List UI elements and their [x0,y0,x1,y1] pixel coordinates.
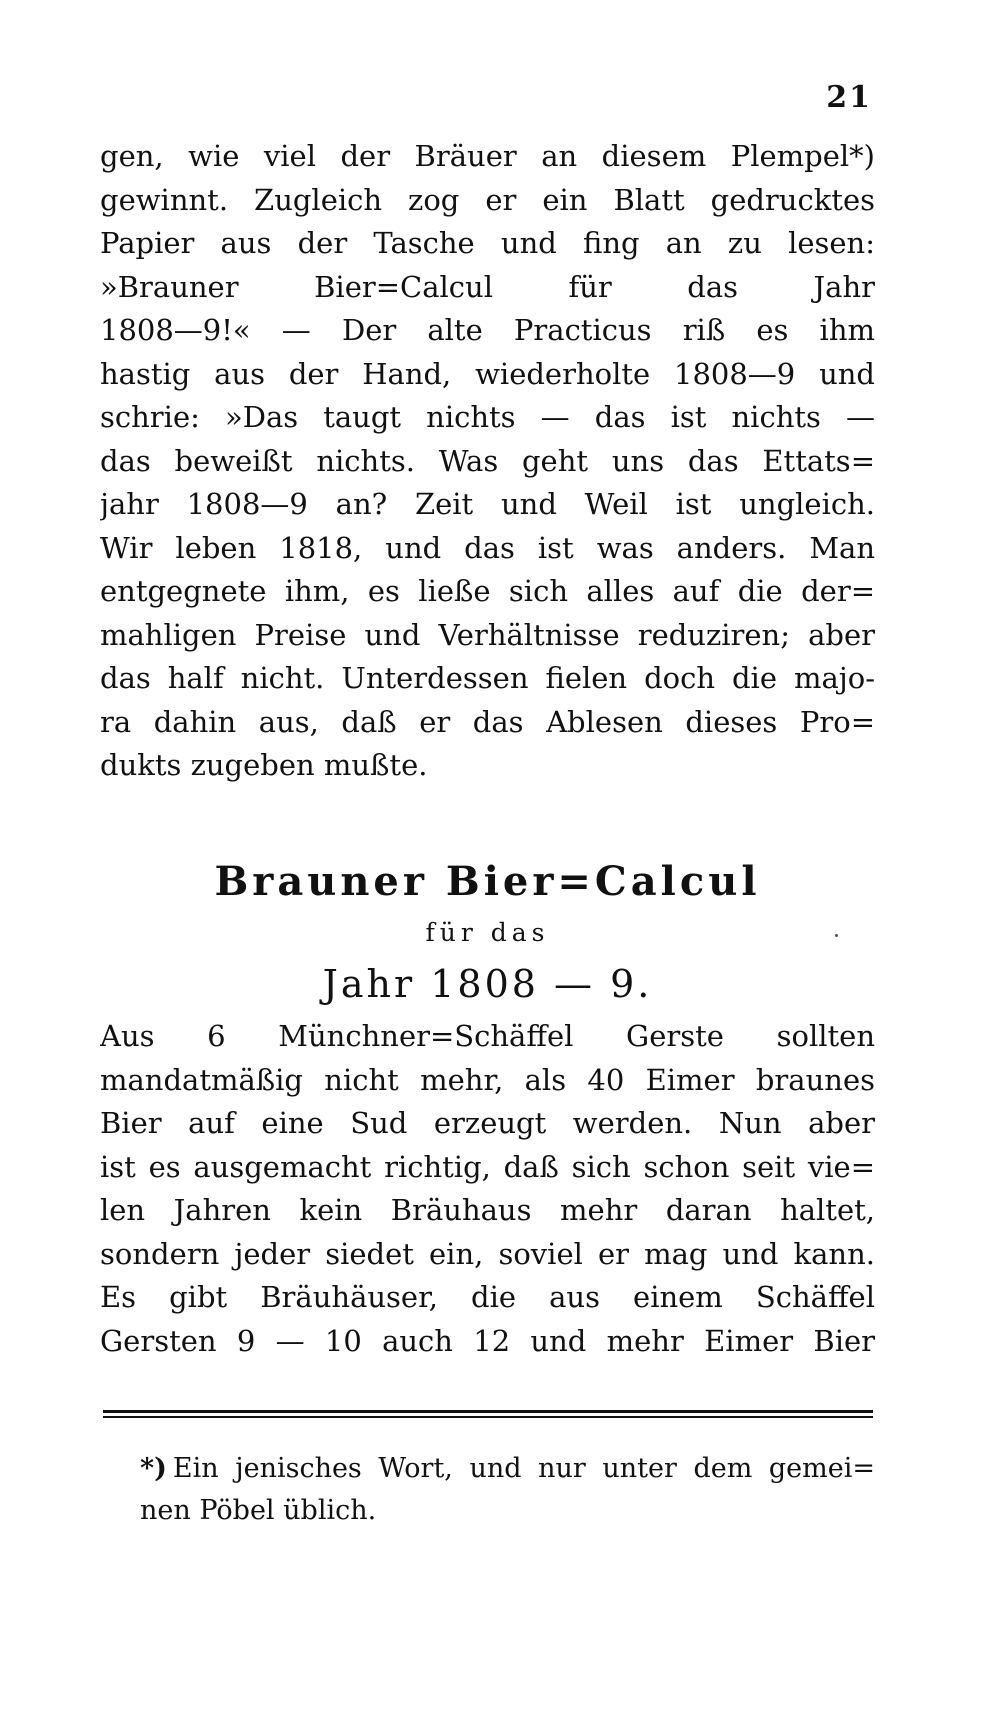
section-year: Jahr 1808 — 9. [322,962,653,1006]
footnote [140,1448,875,1532]
section-title: Brauner Bier=Calcul [214,858,761,905]
footnote-divider [103,1410,873,1413]
text-line: Aus 6 Münchner=Schäffel Gerste sollten [100,1019,875,1053]
paragraph-2 [100,1015,875,1363]
text-line: Es gibt Bräuhäuser, die aus einem Schäffel [100,1280,875,1314]
text-line: Gersten 9 — 10 auch 12 und mehr Eimer Bier [100,1323,875,1358]
text-line: gewinnt. Zugleich zog er ein Blatt gedrucktes [100,182,875,217]
footnote-text: Ein jenisches Wort, und nur unter dem gemei= [172,1453,875,1484]
text-line: Bier auf eine Sud erzeugt werden. Nun aber [100,1106,875,1140]
text-line: das half nicht. Unterdessen fielen doch die majo- [100,661,875,695]
text-line: gen, wie viel der Bräuer an diesem Plempel*) [100,139,875,173]
paragraph-1 [100,135,875,788]
footnote-line [140,1448,875,1490]
text-line: ist es ausgemacht richtig, daß sich schon seit vie= [100,1149,875,1184]
footnote-line: nen Pöbel üblich. [140,1495,377,1526]
text-line: len Jahren kein Bräuhaus mehr daran haltet, [100,1193,875,1227]
page-number: 21 [826,80,872,115]
text-line: dukts zugeben mußte. [100,748,428,782]
section-subtitle: für das [425,918,550,947]
text-line: jahr 1808—9 an? Zeit und Weil ist ungleich. [100,487,875,521]
text-line: 1808—9!« — Der alte Practicus riß es ihm [100,313,875,347]
footnote-divider-thin [103,1416,873,1418]
text-line: hastig aus der Hand, wiederholte 1808—9 und [100,356,875,391]
print-speck [835,934,838,937]
text-line: mandatmäßig nicht mehr, als 40 Eimer braunes [100,1062,875,1097]
text-line: sondern jeder siedet ein, soviel er mag und kann. [100,1236,875,1271]
text-line: schrie: »Das taugt nichts — das ist nichts — [100,400,875,434]
text-line: ra dahin aus, daß er das Ablesen dieses Pro= [100,704,875,739]
text-line: Wir leben 1818, und das ist was anders. Man [100,530,875,565]
text-line: entgegnete ihm, es ließe sich alles auf die der= [100,574,875,608]
text-line: das beweißt nichts. Was geht uns das Ettats= [100,443,875,478]
text-line: mahligen Preise und Verhältnisse reduziren; aber [100,617,875,652]
text-line: Papier aus der Tasche und fing an zu lesen: [100,226,875,260]
footnote-marker: *) [140,1453,167,1484]
text-line: »Brauner Bier=Calcul für das Jahr [100,269,875,304]
